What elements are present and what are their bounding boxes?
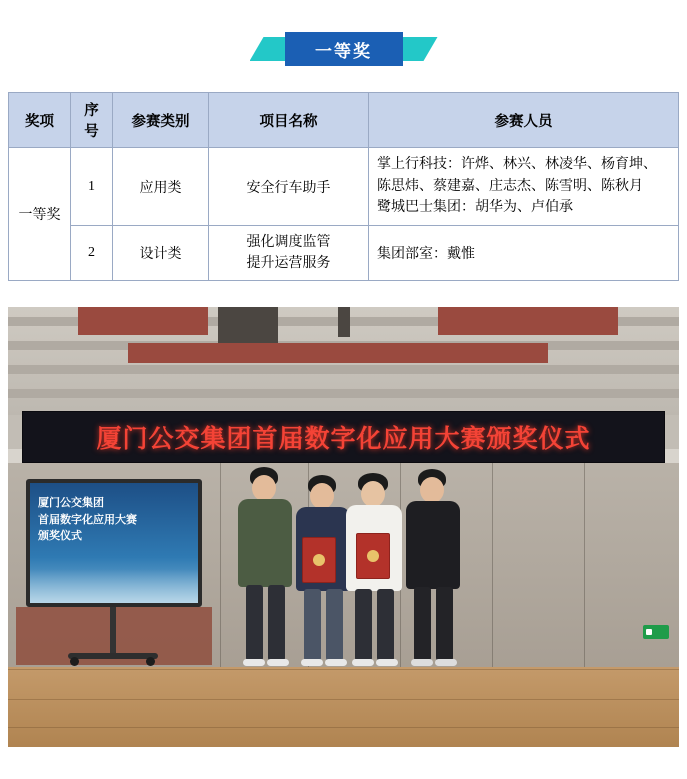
- project-line: 提升运营服务: [246, 256, 331, 272]
- ceremony-photo: [8, 307, 679, 747]
- cell-award: 一等奖: [9, 148, 71, 281]
- cell-category: 设计类: [113, 226, 209, 281]
- banner-tail-left-decoration: [250, 37, 290, 61]
- shoe: [267, 659, 289, 666]
- cell-no: 1: [71, 148, 113, 226]
- torso-green-jacket: [238, 499, 292, 587]
- ceiling-panel: [78, 307, 208, 335]
- leg: [246, 585, 263, 661]
- screen-title-line: 颁奖仪式: [38, 530, 82, 543]
- award-banner-label: 一等奖: [285, 32, 403, 66]
- ceremony-led-banner-text: 厦门公交集团首届数字化应用大赛颁奖仪式: [96, 426, 591, 454]
- screen-title: [38, 495, 137, 545]
- shoe: [243, 659, 265, 666]
- leg: [377, 589, 394, 661]
- head: [310, 483, 334, 509]
- wall-seam: [492, 463, 493, 667]
- certificate-seal-icon: [367, 550, 379, 562]
- floor: [8, 667, 679, 747]
- header-category: 参赛类别: [113, 93, 209, 148]
- stand-wheel: [146, 657, 155, 666]
- header-members: 参赛人员: [369, 93, 679, 148]
- head: [420, 477, 444, 503]
- cell-members: 集团部室：戴惟: [369, 226, 679, 281]
- shoe: [411, 659, 433, 666]
- ceiling-panel: [438, 307, 618, 335]
- award-table-container: [0, 92, 687, 281]
- person-right: [404, 469, 464, 667]
- award-banner: [250, 32, 438, 66]
- screen-skyline-graphic: [30, 569, 198, 603]
- header-no: 序号: [71, 93, 113, 148]
- member-line: 陈思炜、蔡建嘉、庄志杰、陈雪明、陈秋月: [377, 178, 643, 194]
- cell-category: 应用类: [113, 148, 209, 226]
- ceiling-beam: [8, 365, 679, 374]
- header-project: 项目名称: [209, 93, 369, 148]
- head: [252, 475, 276, 501]
- screen-title-line: 厦门公交集团: [38, 497, 104, 510]
- table-row: [9, 226, 679, 281]
- floor-line: [8, 727, 679, 728]
- ceiling-recess: [338, 307, 350, 337]
- shoe: [352, 659, 374, 666]
- stand-post: [110, 607, 116, 653]
- wall-seam: [220, 463, 221, 667]
- floor-line: [8, 669, 679, 670]
- ceiling-panel: [128, 343, 548, 363]
- ceiling-beam: [8, 389, 679, 398]
- shoe: [301, 659, 323, 666]
- torso-black-jacket: [406, 501, 460, 589]
- cell-project: [209, 226, 369, 281]
- leg: [436, 587, 453, 661]
- leg: [326, 589, 343, 661]
- shoe: [435, 659, 457, 666]
- head: [361, 481, 385, 507]
- award-table: [8, 92, 679, 281]
- shoe: [376, 659, 398, 666]
- award-banner-container: [0, 0, 687, 92]
- ceremony-led-banner: [22, 411, 665, 463]
- cell-project: 安全行车助手: [209, 148, 369, 226]
- award-certificate: [302, 537, 336, 583]
- person-third: [344, 473, 404, 667]
- ceremony-photo-container: [0, 307, 687, 747]
- wall-seam: [584, 463, 585, 667]
- presentation-screen: [26, 479, 202, 607]
- stand-base: [68, 653, 158, 659]
- leg: [268, 585, 285, 661]
- ceiling-recess: [218, 307, 278, 343]
- screen-stand: [68, 607, 158, 665]
- member-line: 掌上行科技：许烨、林兴、林凌华、杨育坤、: [377, 157, 657, 172]
- person-left: [236, 467, 296, 667]
- screen-title-line: 首届数字化应用大赛: [38, 513, 137, 526]
- award-certificate: [356, 533, 390, 579]
- stand-wheel: [70, 657, 79, 666]
- leg: [355, 589, 372, 661]
- header-award: 奖项: [9, 93, 71, 148]
- leg: [304, 589, 321, 661]
- table-header-row: [9, 93, 679, 148]
- cell-no: 2: [71, 226, 113, 281]
- leg: [414, 587, 431, 661]
- exit-sign-icon: [643, 625, 669, 639]
- floor-line: [8, 699, 679, 700]
- cell-members: [369, 148, 679, 226]
- banner-tail-right-decoration: [398, 37, 438, 61]
- certificate-seal-icon: [313, 554, 325, 566]
- project-line: 强化调度监管: [246, 235, 331, 251]
- member-line: 鹭城巴士集团：胡华为、卢伯承: [377, 200, 573, 216]
- table-row: [9, 148, 679, 226]
